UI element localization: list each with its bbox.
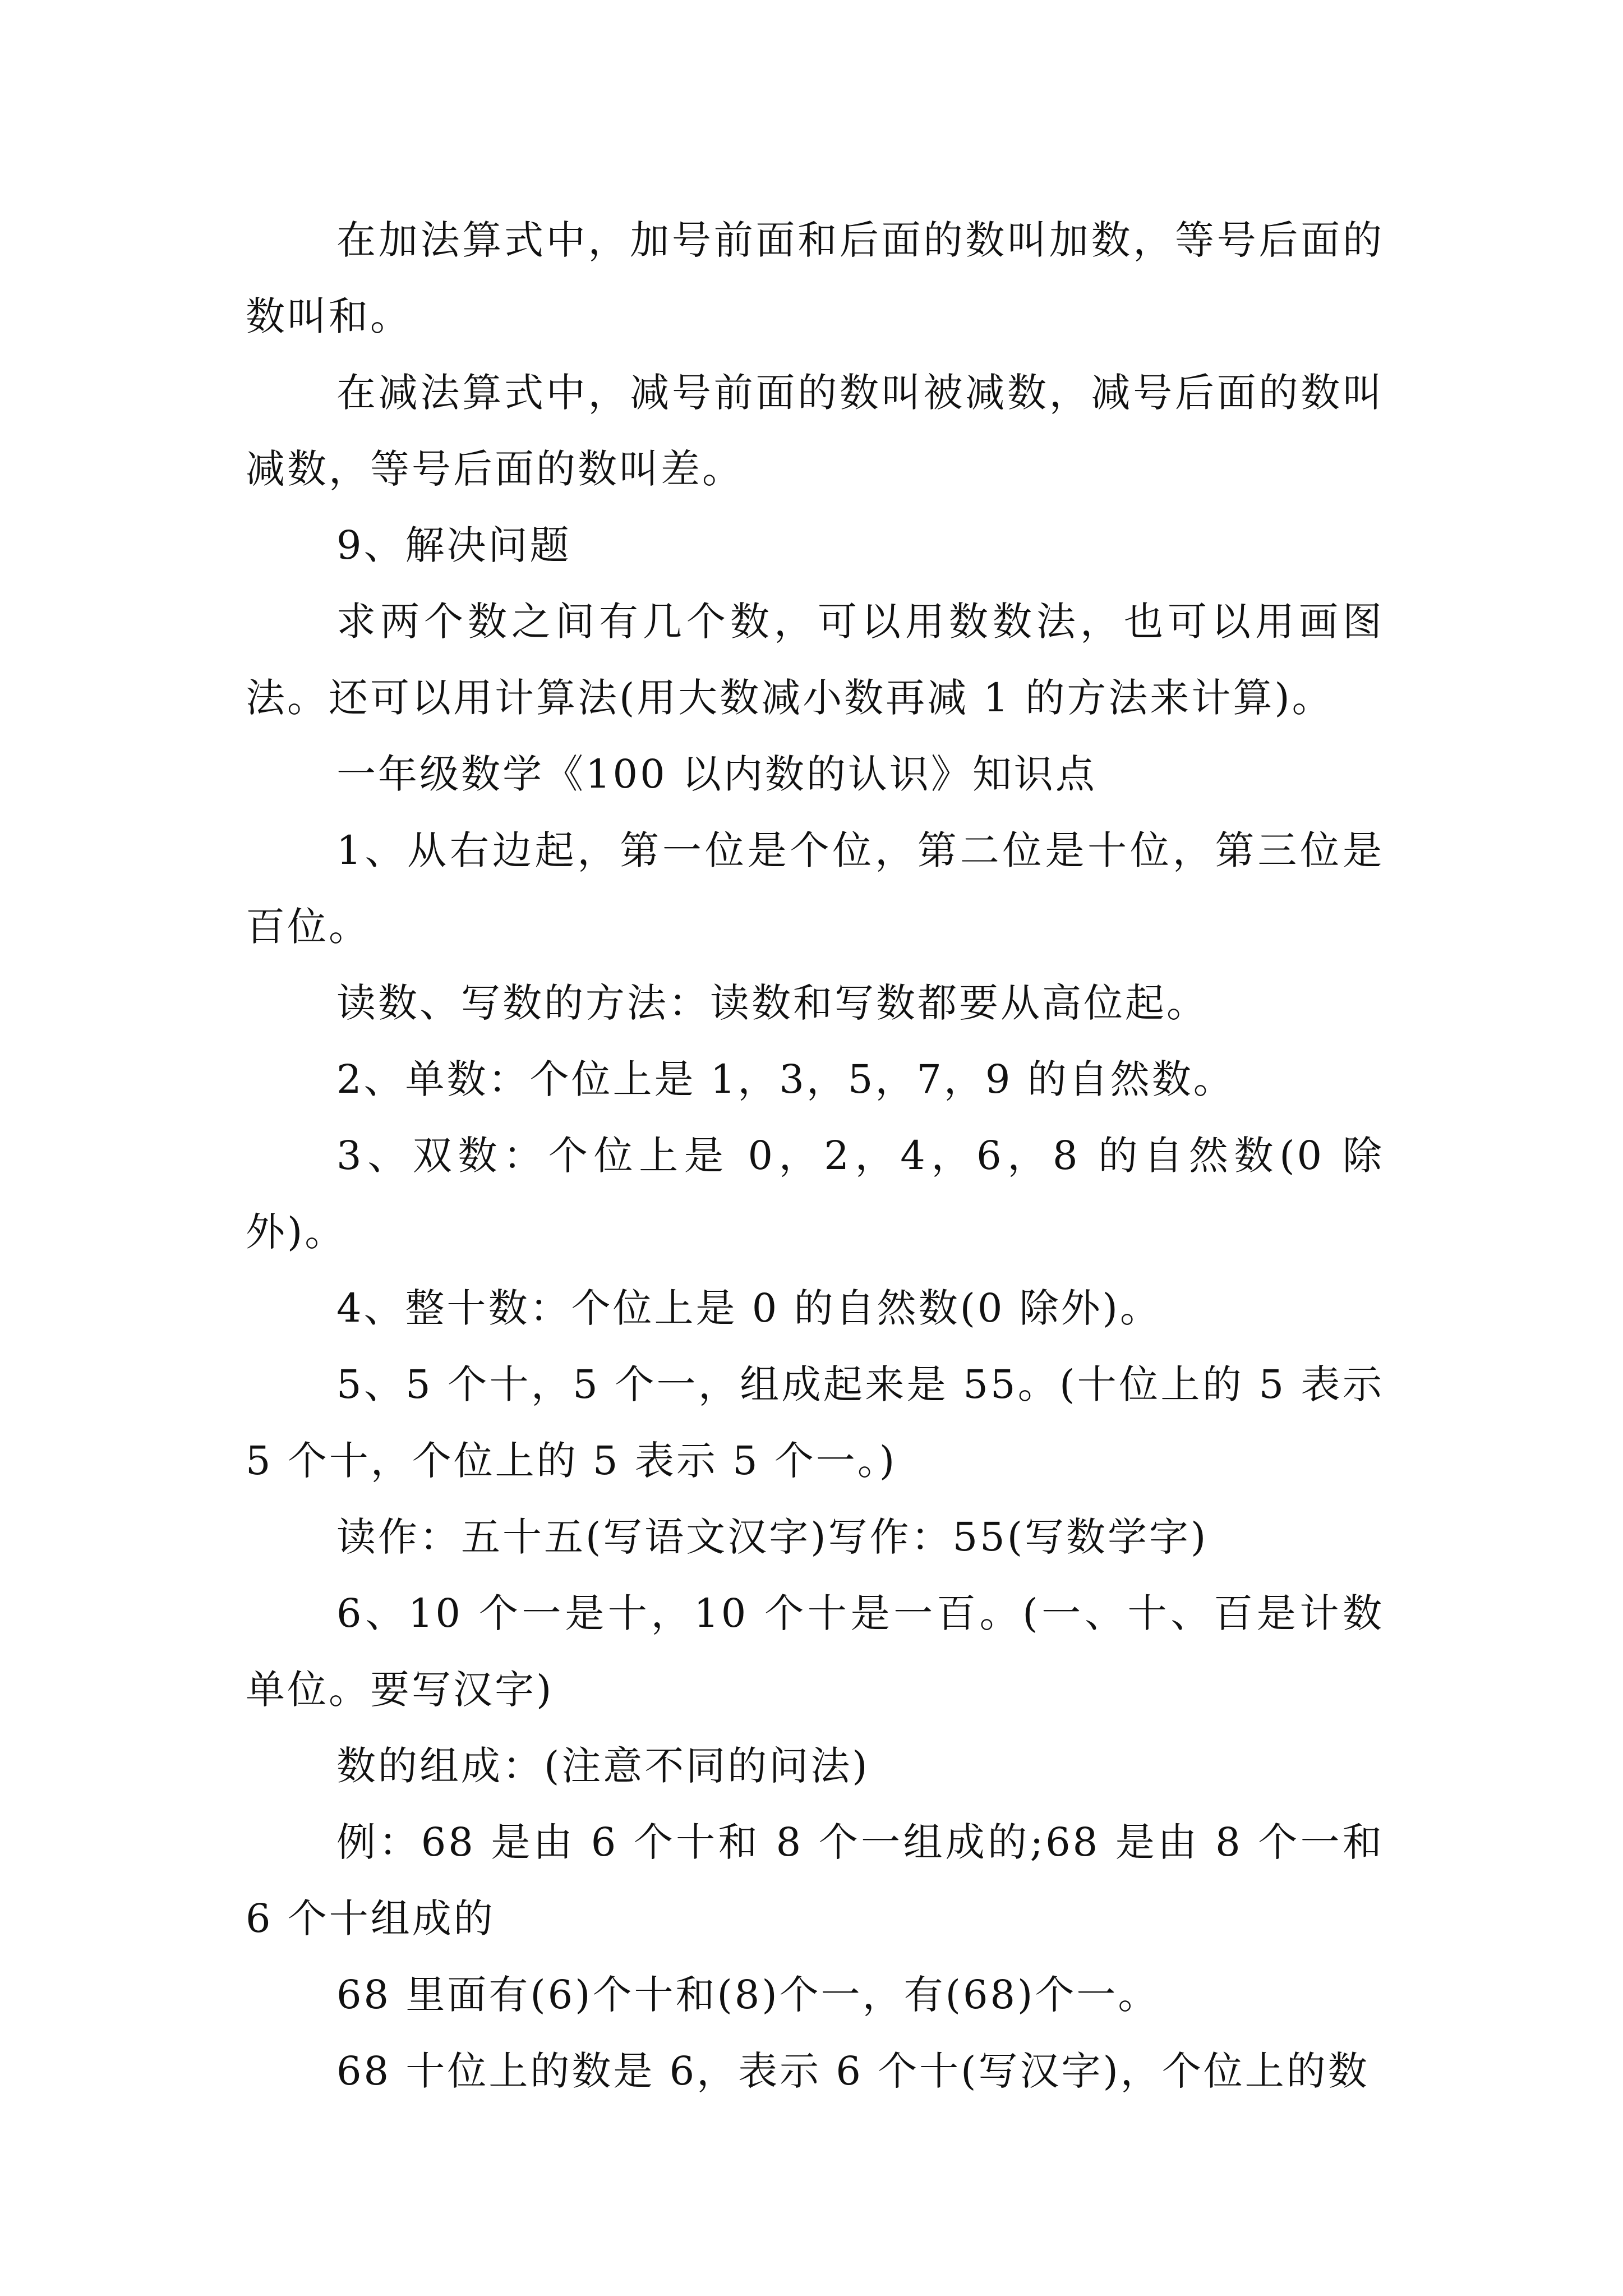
paragraph-number-composition: 数的组成：(注意不同的问法)	[336, 1743, 870, 1789]
paragraph-addition-terms: 在加法算式中，加号前面和后面的数叫加数，等号后面的数叫和。	[246, 217, 1384, 339]
paragraph-reading-writing: 读数、写数的方法：读数和写数都要从高位起。	[336, 980, 1208, 1026]
document-body	[246, 202, 1384, 2109]
paragraph-place-values: 1、从右边起，第一位是个位，第二位是十位，第三位是百位。	[246, 827, 1384, 950]
paragraph-68-contents: 68 里面有(6)个十和(8)个一，有(68)个一。	[336, 1972, 1160, 2018]
paragraph-example-68: 例：68 是由 6 个十和 8 个一组成的;68 是由 8 个一和 6 个十组成的	[246, 1819, 1384, 1941]
paragraph-whole-tens: 4、整十数：个位上是 0 的自然数(0 除外)。	[336, 1285, 1161, 1331]
paragraph-even-numbers: 3、双数：个位上是 0，2，4，6，8 的自然数(0 除外)。	[246, 1133, 1384, 1255]
section-heading-problem-solving: 9、解决问题	[336, 522, 571, 568]
paragraph-read-write-55: 读作：五十五(写语文汉字)写作：55(写数学字)	[336, 1514, 1209, 1560]
paragraph-counting-units: 6、10 个一是十，10 个十是一百。(一、十、百是计数单位。要写汉字)	[246, 1590, 1384, 1713]
paragraph-counting-methods: 求两个数之间有几个数，可以用数数法，也可以用画图法。还可以用计算法(用大数减小数再减 1 的方法来计算)。	[246, 599, 1384, 721]
paragraph-odd-numbers: 2、单数：个位上是 1，3，5，7，9 的自然数。	[336, 1056, 1235, 1102]
paragraph-composition-55: 5、5 个十，5 个一，组成起来是 55。(十位上的 5 表示 5 个十，个位上的 5 表示 5 个一。)	[246, 1361, 1384, 1484]
paragraph-68-digits: 68 十位上的数是 6，表示 6 个十(写汉字)，个位上的数	[336, 2048, 1370, 2094]
section-heading-numbers-to-100: 一年级数学《100 以内数的认识》知识点	[336, 751, 1097, 797]
paragraph-subtraction-terms: 在减法算式中，减号前面的数叫被减数，减号后面的数叫减数，等号后面的数叫差。	[246, 370, 1384, 492]
